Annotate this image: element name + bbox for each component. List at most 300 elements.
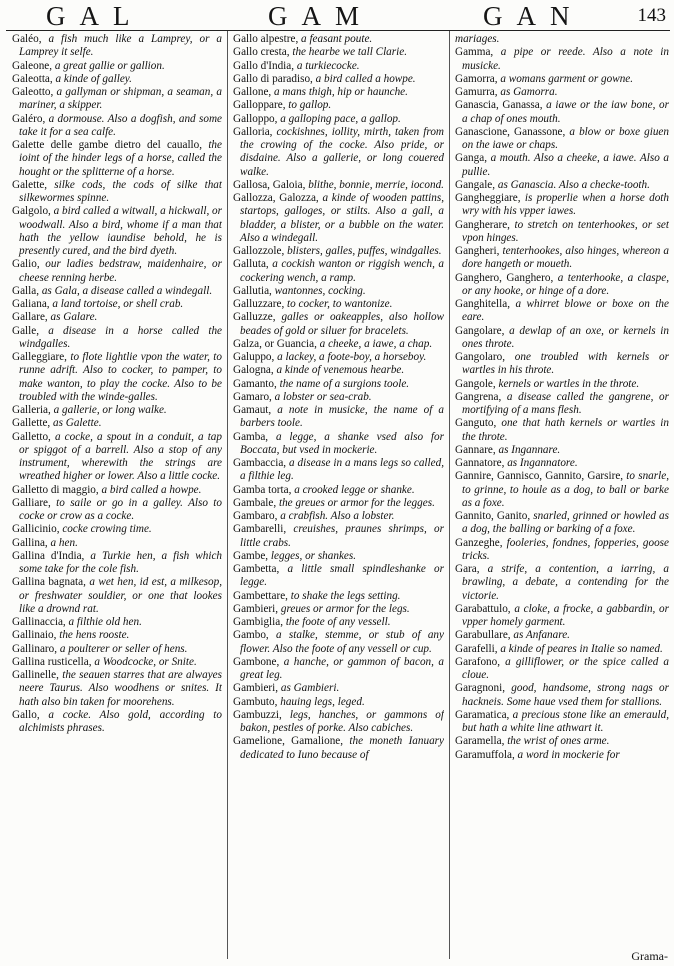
definition: a disease called the gangrene, or mortifying of a mans flesh.: [462, 390, 669, 416]
dictionary-entry: [233, 86, 444, 99]
headword: Gambuto,: [233, 695, 278, 708]
definition: blithe, bonnie, merrie, iocond.: [305, 178, 444, 191]
dictionary-entry: [455, 219, 669, 246]
dictionary-entry: [455, 510, 669, 537]
dictionary-entry: [455, 643, 669, 656]
definition: a disease in a mans legs so called, a filthie leg.: [240, 457, 444, 483]
headword: Galogna,: [233, 364, 274, 377]
dictionary-entry: [455, 457, 669, 470]
definition: a pipe or reede. Also a note in musicke.: [462, 46, 669, 72]
dictionary-entry: [12, 484, 222, 497]
headword: Gallina,: [12, 536, 48, 549]
dictionary-entry: [233, 497, 444, 510]
definition: the hearbe we tall Clarie.: [289, 46, 407, 59]
definition: to stretch on tenterhookes, or set vpon hinges.: [462, 218, 669, 244]
definition: a cloke, a frocke, a gabbardin, or vpper homely garment.: [462, 602, 669, 628]
headword: Gambieri,: [233, 682, 279, 695]
dictionary-entry: [233, 523, 444, 550]
page-header: [0, 0, 674, 32]
dictionary-entry: [233, 484, 444, 497]
headword: Gallette,: [12, 417, 51, 430]
headword: Gambuzzi,: [233, 708, 282, 721]
dictionary-entry: [12, 86, 222, 113]
definition: a kinde of venemous hearbe.: [273, 364, 405, 377]
dictionary-entry: [455, 298, 669, 325]
definition: a feasant poute.: [298, 33, 373, 45]
headword: Gambale,: [233, 496, 277, 509]
headword: Gallo alpestre,: [233, 33, 299, 45]
dictionary-entry: [12, 311, 222, 324]
dictionary-entry: [12, 550, 222, 577]
header-rule: [6, 30, 670, 31]
column-left: [12, 33, 222, 957]
headword: Galéro,: [12, 112, 46, 125]
headword: Galloppare,: [233, 99, 286, 112]
running-head-right: GAN: [483, 1, 584, 31]
dictionary-entry: [233, 590, 444, 603]
definition: a land tortoise, or shell crab.: [49, 298, 184, 310]
headword: Galéo,: [12, 33, 42, 45]
definition: cockishnes, iollity, mirth, taken from the crowing of the cocke. Also pride, or disdaine. Also a gallerie, or long couered walke.: [240, 125, 444, 178]
dictionary-entry: [233, 258, 444, 285]
definition: a gallyman or shipman, a seaman, a mariner, a skipper.: [19, 86, 222, 112]
headword: Ganascia, Ganassa,: [455, 99, 543, 112]
definition: a Turkie hen, a fish which some take for the cole fish.: [19, 549, 222, 575]
dictionary-entry: [233, 126, 444, 179]
headword: Gallo cresta,: [233, 46, 290, 59]
definition: a lobster or sea-crab.: [271, 390, 372, 403]
definition: mariages.: [455, 33, 500, 45]
definition: a dormouse. Also a dogfish, and some take it for a sea calfe.: [19, 112, 222, 138]
dictionary-entry: [12, 629, 222, 642]
definition: a gilliflower, or the spice called a cloue.: [462, 655, 669, 681]
definition: tenterhookes, also hinges, whereon a dore hangeth or moueth.: [462, 245, 669, 271]
definition: galles or oakeapples, also hollow beades of gold or siluer for bracelets.: [240, 311, 444, 337]
dictionary-entry: [455, 470, 669, 510]
definition: is properlie when a horse doth wry with his vpper iawes.: [462, 192, 669, 218]
definition: a dewlap of an oxe, or kernels in ones throte.: [462, 324, 669, 350]
dictionary-entry: [12, 33, 222, 60]
definition: a fish much like a Lamprey, or a Lamprey it selfe.: [19, 33, 222, 59]
dictionary-entry: [12, 576, 222, 616]
definition: a wet hen, id est, a milkesop, or freshwater souldier, or one that lookes like a drownd rat.: [19, 576, 222, 615]
definition: a mans thigh, hip or haunche.: [271, 86, 408, 98]
headword: Garafelli,: [455, 642, 498, 655]
definition: the ioint of the hinder legs of a horse, called the hought or the splitterne of a horse.: [19, 139, 222, 178]
dictionary-entry: [12, 523, 222, 536]
headword: Gangheggiare,: [455, 192, 521, 204]
page-number: 143: [637, 5, 666, 26]
dictionary-entry: [12, 60, 222, 73]
column-divider-1: [227, 31, 228, 959]
dictionary-entry: [12, 656, 222, 669]
definition: a hanche, or gammon of bacon, a great leg.: [240, 655, 444, 681]
dictionary-entry: [455, 179, 669, 192]
dictionary-entry: [12, 205, 222, 258]
dictionary-entry: [12, 139, 222, 179]
headword: Gallozzole,: [233, 245, 285, 257]
headword: Gallutia,: [233, 284, 272, 297]
headword: Gamanto,: [233, 377, 277, 390]
headword: Gambieri,: [233, 602, 279, 615]
definition: the foote of any vessell.: [283, 616, 391, 628]
headword: Gamba torta,: [233, 483, 292, 496]
definition: a whirret blowe or boxe on the eare.: [462, 298, 669, 324]
definition: a note in musicke, the name of a barbers toole.: [240, 404, 444, 430]
headword: Galle,: [12, 324, 40, 337]
dictionary-entry: [455, 391, 669, 418]
dictionary-entry: [455, 378, 669, 391]
headword: Gangolare,: [455, 324, 505, 337]
headword: Gamma,: [455, 46, 494, 59]
headword: Gambaro,: [233, 510, 278, 522]
dictionary-entry: [233, 351, 444, 364]
headword: Ganghero, Ganghero,: [455, 271, 554, 284]
headword: Gamelione, Gamalione,: [233, 735, 344, 748]
definition: a hen.: [47, 536, 78, 549]
running-head-middle: GAM: [268, 1, 374, 31]
definition: the name of a surgions toole.: [276, 377, 410, 390]
dictionary-entry: [455, 735, 669, 748]
definition: a lackey, a foote-boy, a horseboy.: [274, 351, 427, 363]
definition: a bird called a witwall, a hickwall, or woodwall. Also a bird, whome if a man that hath the yellow iaundise behold, he is presently cured, and the bird dyeth.: [19, 205, 222, 257]
headword: Gamaut,: [233, 404, 272, 416]
dictionary-entry: [455, 192, 669, 219]
headword: Galletto di maggio,: [12, 483, 99, 496]
dictionary-entry: [233, 391, 444, 404]
dictionary-entry: [233, 735, 444, 762]
headword: Galette,: [12, 178, 48, 191]
dictionary-entry: [455, 86, 669, 99]
headword: Gambo,: [233, 629, 269, 642]
definition: the moneth Ianuary dedicated to Iuno because of: [240, 735, 444, 761]
definition: a precious stone like an emerauld, but hath a white line athwart it.: [462, 708, 669, 734]
dictionary-entry: [233, 99, 444, 112]
headword: Galla,: [12, 284, 40, 297]
definition: to cocker, to wantonize.: [284, 298, 393, 310]
definition: legges, or shankes.: [268, 549, 357, 562]
running-head-left: GAL: [46, 1, 144, 31]
headword: Gallinelle,: [12, 669, 59, 681]
definition: a cheeke, a iawe, a chap.: [316, 337, 433, 350]
definition: a galloping pace, a gallop.: [277, 112, 401, 125]
headword: Ganga,: [455, 152, 487, 165]
definition: a cocke, a spout in a conduit, a tap or spiggot of a barrell. Also a stop of any instrument, wherewith the strings are wreathed higher or lower. Also a little cocke.: [19, 430, 222, 483]
headword: Gallicinio,: [12, 523, 60, 536]
dictionary-entry: [455, 73, 669, 86]
dictionary-entry: [12, 709, 222, 736]
headword: Garabattulo,: [455, 602, 511, 615]
definition: blisters, galles, puffes, windgalles.: [284, 245, 442, 257]
headword: Gambiglia,: [233, 616, 284, 628]
dictionary-entry: [233, 364, 444, 377]
dictionary-entry: [233, 709, 444, 736]
definition: good, handsome, strong nags or hackneis. Some haue vsed them for stallions.: [462, 682, 669, 708]
headword: Gamba,: [233, 430, 269, 443]
definition: a kinde of peares in Italie so named.: [497, 642, 663, 655]
headword: Gallo d'India,: [233, 59, 295, 72]
dictionary-entry: [12, 497, 222, 524]
headword: Galliare,: [12, 496, 51, 509]
definition: a word in mockerie for: [514, 748, 620, 761]
headword: Gallina rusticella,: [12, 655, 92, 668]
dictionary-entry: [455, 245, 669, 272]
definition: the wrist of ones arme.: [504, 735, 610, 748]
headword: Gara,: [455, 563, 480, 575]
definition: a iawe or the iaw bone, or a chap of ones mouth.: [462, 99, 669, 125]
headword: Gangheri,: [455, 245, 500, 257]
headword: Gannare,: [455, 443, 496, 456]
dictionary-entry: [233, 33, 444, 46]
headword: Gallosa, Galoia,: [233, 178, 306, 191]
definition: fooleries, fondnes, fopperies, goose tricks.: [462, 536, 669, 562]
definition: a poulterer or seller of hens.: [57, 642, 188, 655]
dictionary-entry: [12, 537, 222, 550]
definition: a kinde of galley.: [52, 72, 132, 85]
definition: hauing legs, leged.: [277, 695, 365, 708]
definition: the greues or armor for the legges.: [276, 496, 435, 509]
catchword: Grama-: [631, 949, 668, 963]
headword: Gangale,: [455, 178, 496, 191]
headword: Gallinaccia,: [12, 616, 66, 628]
headword: Gallina d'India,: [12, 549, 85, 562]
definition: a stalke, stemme, or stub of any flower. Also the foote of any vessell or cup.: [240, 629, 444, 655]
dictionary-entry: [455, 563, 669, 603]
headword: Gannito, Ganito,: [455, 510, 531, 522]
dictionary-entry: [233, 431, 444, 458]
column-right: [455, 33, 669, 957]
definition: a tenterhooke, a claspe, or any hooke, or hinge of a dore.: [462, 271, 669, 297]
definition: wantonnes, cocking.: [271, 284, 366, 297]
dictionary-entry: [233, 682, 444, 695]
headword: Gallare,: [12, 311, 48, 324]
definition: as Anfanare.: [510, 629, 570, 642]
definition: a disease in a horse called the windgalles.: [19, 324, 222, 350]
dictionary-entry: [233, 629, 444, 656]
definition: a womans garment or gowne.: [497, 72, 634, 85]
dictionary-entry: [12, 73, 222, 86]
headword: Gamaro,: [233, 390, 272, 403]
dictionary-entry: [455, 325, 669, 352]
definition: a great gallie or gallion.: [52, 59, 165, 72]
dictionary-entry: [233, 550, 444, 563]
headword: Ganghitella,: [455, 298, 510, 310]
definition: a bird called a howpe.: [98, 483, 202, 496]
headword: Galio,: [12, 258, 40, 271]
headword: Garagnoni,: [455, 682, 506, 695]
dictionary-entry: [233, 378, 444, 391]
dictionary-entry: [12, 285, 222, 298]
definition: a blow or boxe giuen on the iawe or chaps.: [462, 125, 669, 151]
dictionary-entry: [12, 616, 222, 629]
headword: Galuppo,: [233, 351, 275, 363]
dictionary-entry: [233, 179, 444, 192]
headword: Galza, or Guancia,: [233, 337, 317, 350]
headword: Gallinaio,: [12, 629, 57, 642]
definition: a crooked legge or shanke.: [291, 483, 415, 496]
definition: a Woodcocke, or Snite.: [91, 655, 197, 668]
headword: Galeone,: [12, 59, 53, 72]
definition: a mouth. Also a cheeke, a iawe. Also a pullie.: [462, 152, 669, 178]
definition: to shake the legs setting.: [287, 589, 401, 602]
definition: as Gala, a disease called a windegall.: [39, 284, 213, 297]
dictionary-entry: [233, 603, 444, 616]
dictionary-entry: [233, 616, 444, 629]
dictionary-entry: [12, 351, 222, 404]
headword: Galleggiare,: [12, 351, 67, 363]
definition: snarled, grinned or howled as a dog, the balling or barking of a foxe.: [462, 510, 669, 536]
headword: Garabullare,: [455, 629, 511, 642]
dictionary-entry: [12, 417, 222, 430]
dictionary-entry: [233, 73, 444, 86]
dictionary-entry: [455, 272, 669, 299]
headword: Gambettare,: [233, 589, 288, 602]
definition: the seauen starres that are alwayes neere Taurus. Also woodhens or snites. It hath also bin taken for moorehens.: [19, 669, 222, 708]
definition: as Gambieri.: [278, 682, 340, 695]
dictionary-entry: [455, 682, 669, 709]
headword: Gallo di paradiso,: [233, 72, 313, 85]
dictionary-entry: [455, 152, 669, 179]
headword: Garamuffola,: [455, 748, 515, 761]
headword: Galeotto,: [12, 86, 54, 98]
definition: as Ingannare.: [495, 443, 561, 456]
dictionary-entry: [455, 537, 669, 564]
headword: Gamurra,: [455, 86, 498, 98]
dictionary-entry: [455, 46, 669, 73]
dictionary-entry: [233, 696, 444, 709]
dictionary-entry: [12, 258, 222, 285]
definition: a bird called a howpe.: [312, 72, 416, 85]
dictionary-entry: [233, 298, 444, 311]
dictionary-entry: [455, 33, 669, 46]
dictionary-entry: [455, 99, 669, 126]
dictionary-entry: [233, 338, 444, 351]
headword: Gannire, Gannisco, Gannito, Garsire,: [455, 470, 624, 483]
headword: Galiana,: [12, 298, 50, 310]
dictionary-entry: [12, 643, 222, 656]
headword: Galeotta,: [12, 72, 53, 85]
headword: Galleria,: [12, 404, 51, 416]
definition: silke cods, the cods of silke that silkewormes spinne.: [19, 178, 222, 204]
definition: one troubled with kernels or wartles in his throte.: [462, 351, 669, 377]
headword: Gangherare,: [455, 218, 510, 231]
headword: Galgolo,: [12, 205, 51, 218]
headword: Galletto,: [12, 430, 51, 443]
definition: as Gamorra.: [497, 86, 558, 98]
definition: one that hath kernels or wartles in the throte.: [462, 417, 669, 443]
headword: Gallinaro,: [12, 642, 58, 655]
definition: cocke crowing time.: [59, 523, 152, 536]
headword: Galluzzare,: [233, 298, 285, 310]
dictionary-entry: [12, 431, 222, 484]
dictionary-entry: [233, 245, 444, 258]
headword: Ganascione, Ganassone,: [455, 125, 566, 138]
headword: Galloppo,: [233, 112, 278, 125]
definition: creuishes, praunes shrimps, or little crabs.: [240, 523, 444, 549]
dictionary-entry: [455, 126, 669, 153]
headword: Gannatore,: [455, 457, 505, 469]
definition: a kinde of wooden pattins, startops, galloges, or stilts. Also a gall, a bladder, a blister, or a bubble on the water. Also a windegall.: [240, 192, 444, 244]
dictionary-entry: [455, 656, 669, 683]
headword: Gallina bagnata,: [12, 576, 86, 589]
dictionary-entry: [12, 298, 222, 311]
dictionary-entry: [12, 179, 222, 206]
dictionary-entry: [12, 669, 222, 709]
dictionary-entry: [233, 510, 444, 523]
definition: a legge, a shanke vsed also for Boccata, but vsed in mockerie.: [240, 430, 444, 456]
headword: Ganguto,: [455, 417, 497, 430]
headword: Galette delle gambe dietro del cauallo,: [12, 139, 203, 151]
dictionary-entry: [233, 656, 444, 683]
headword: Gangrena,: [455, 390, 502, 403]
dictionary-entry: [455, 629, 669, 642]
headword: Galluta,: [233, 258, 269, 271]
dictionary-entry: [233, 60, 444, 73]
dictionary-entry: [455, 351, 669, 378]
headword: Gambaccia,: [233, 457, 287, 469]
definition: a turkiecocke.: [294, 59, 360, 72]
column-middle: [233, 33, 444, 957]
headword: Gambe,: [233, 549, 269, 562]
headword: Garamella,: [455, 735, 505, 748]
headword: Gangole,: [455, 377, 496, 390]
definition: a little small spindleshanke or legge.: [240, 563, 444, 589]
dictionary-entry: [233, 563, 444, 590]
dictionary-entry: [233, 113, 444, 126]
definition: to saile or go in a galley. Also to cocke or crow as a cocke.: [19, 496, 222, 522]
definition: the hens rooste.: [56, 629, 130, 642]
headword: Galloria,: [233, 125, 273, 138]
headword: Gambarelli,: [233, 523, 287, 536]
dictionary-entry: [233, 192, 444, 245]
definition: to snarle, to grinne, to houle as a dog, to ball or barke as a foxe.: [462, 470, 669, 509]
headword: Gallo,: [12, 708, 40, 721]
definition: as Ganascia. Also a checke-tooth.: [495, 178, 650, 191]
dictionary-entry: [233, 46, 444, 59]
definition: a cockish wanton or riggish wench, a cockering wench, a ramp.: [240, 258, 444, 284]
definition: legs, hanches, or gammons of bakon, pestles of porke. Also cabiches.: [240, 708, 444, 734]
dictionary-entry: [455, 603, 669, 630]
dictionary-entry: [233, 457, 444, 484]
headword: Gamorra,: [455, 72, 498, 85]
headword: Gangolaro,: [455, 351, 506, 363]
definition: a filthie old hen.: [65, 616, 142, 628]
definition: a cocke. Also gold, according to alchimists phrases.: [19, 708, 222, 734]
headword: Garafono,: [455, 655, 501, 668]
dictionary-entry: [455, 709, 669, 736]
dictionary-entry: [455, 749, 669, 762]
definition: a gallerie, or long walke.: [50, 404, 167, 416]
definition: as Galare.: [47, 311, 98, 324]
headword: Gallone,: [233, 86, 272, 98]
headword: Gambone,: [233, 655, 280, 668]
definition: a strife, a contention, a iarring, a brawling, a debate, a contending for the victorie.: [462, 563, 669, 602]
definition: to gallop.: [285, 99, 332, 112]
definition: as Galette.: [50, 417, 102, 430]
headword: Gambetta,: [233, 563, 280, 575]
headword: Ganzeghe,: [455, 536, 503, 549]
headword: Garamatica,: [455, 708, 510, 721]
dictionary-entry: [233, 311, 444, 338]
dictionary-entry: [233, 285, 444, 298]
dictionary-entry: [12, 325, 222, 352]
headword: Galluzze,: [233, 311, 276, 324]
column-divider-2: [449, 31, 450, 959]
dictionary-entry: [455, 417, 669, 444]
definition: as Ingannatore.: [504, 457, 578, 469]
headword: Gallozza, Galozza,: [233, 192, 319, 204]
dictionary-entry: [12, 113, 222, 140]
